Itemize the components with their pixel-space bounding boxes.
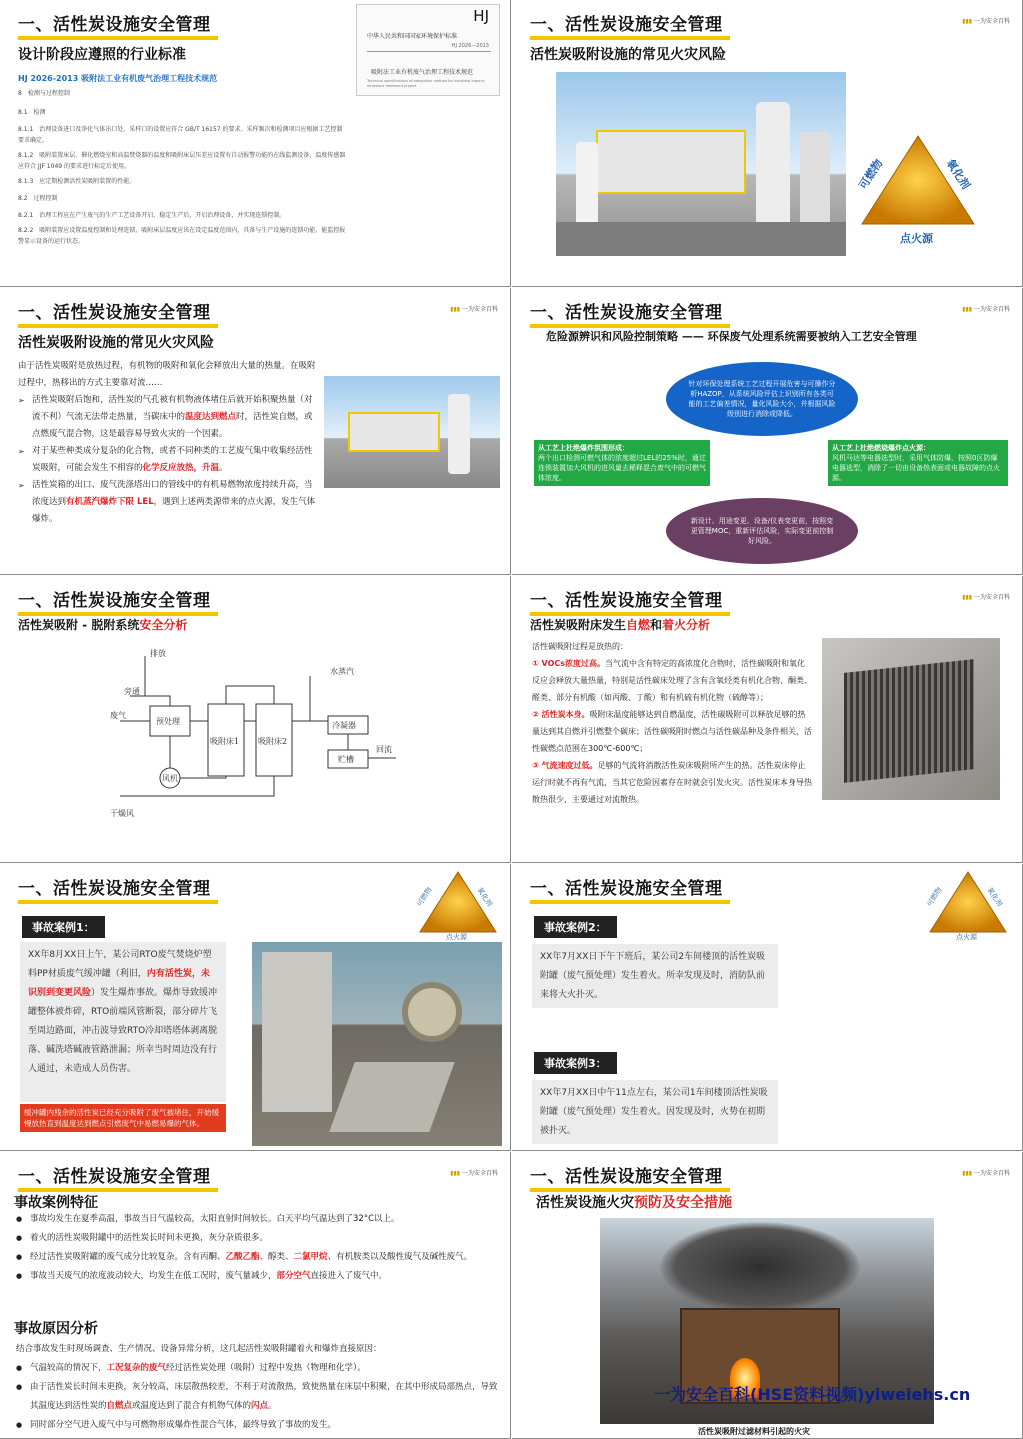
- logo-text: 一为安全百科: [973, 18, 1010, 25]
- risk-list: [18, 392, 318, 528]
- excerpt-line: 8.2.2 吸附装置应设置温度控制和处理连锁，吸附床层温度应该在设定温度范围内，具备与生产设施的连锁功能，能监控报警显示设备的运行状态。: [18, 227, 346, 245]
- scrubber-tower: [448, 394, 470, 474]
- cover-title: 吸附法工业有机废气治理工程技术规范: [371, 69, 474, 76]
- title-underline: [18, 36, 218, 40]
- plant-photo: [324, 376, 500, 488]
- case-tag: 事故案例1：: [22, 916, 105, 938]
- brand-logo: ▮▮▮ 一为安全百科: [962, 18, 1010, 25]
- triangle-fuel-label: 可燃物: [415, 886, 434, 908]
- feature-item: ● 着火的活性炭吸附罐中的活性炭长时间未更换，灰分杂质很多。: [16, 1229, 500, 1248]
- cause-analysis: [16, 1340, 500, 1435]
- box-heading: 从工艺上杜绝爆炸氛围形成：: [538, 444, 629, 452]
- slide-title: 一、活性炭设施安全管理: [18, 591, 211, 611]
- label-waste-gas: 废气: [110, 711, 126, 720]
- slide-3: [0, 288, 511, 575]
- box-text: 风机马达等电器选型时，采用气体防爆，按照0区防爆电器选型，消除了一切由设备热表面或电器故障的点火源。: [832, 454, 1000, 482]
- label-condenser: 冷凝器: [332, 721, 356, 730]
- photo-caption: 活性炭吸附过滤材料引起的火灾: [698, 1427, 810, 1436]
- slide-title: 一、活性炭设施安全管理: [530, 879, 723, 899]
- slide-subtitle: 设计阶段应遵照的行业标准: [18, 47, 186, 63]
- logo-text: 一为安全百科: [973, 594, 1010, 601]
- slide-6: [512, 576, 1023, 863]
- triangle-ignition-label: 点火源: [956, 933, 977, 941]
- slide-8: [512, 864, 1023, 1151]
- label-tank: 贮槽: [338, 755, 354, 764]
- slide-title: 一、活性炭设施安全管理: [18, 879, 211, 899]
- cause-item: ● 气温较高的情况下，工况复杂的废气经过活性炭处理（吸附）过程中发热（物理和化学）。: [16, 1359, 500, 1378]
- logo-text: 一为安全百科: [973, 1170, 1010, 1177]
- triangle-oxidizer-label: 氧化剂: [943, 156, 973, 192]
- slide-2: [512, 0, 1023, 287]
- intro-paragraph: 由于活性炭吸附是放热过程，有机物的吸附和氧化会释放出大量的热量。在吸附过程中，热移出的方式主要靠对流……: [18, 361, 316, 388]
- case-description: XX年7月XX日下午下班后，某公司2车间楼顶的活性炭吸附罐（废气预处理）发生着火。所幸发现及时，消防队前来将大火扑灭。: [532, 944, 778, 1008]
- excerpt-line: 8.1.2 吸附装置床层、催化燃烧室和高温焚烧器的温度和吸附床层压差应设置有自动报警功能的在线监测设备，温度传感器应符合 JJF 1049 的要求进行标定后使用。: [18, 152, 346, 170]
- standard-excerpt: [18, 88, 348, 247]
- risk-item: ➢ 对于某些种类成分复杂的化合物，或者不同种类的工艺废气集中收集经活性炭吸附，可能会发生不相容的化学反应放热，升温。: [18, 443, 318, 477]
- explosion-prevention-box: [534, 440, 710, 486]
- slide-9: [0, 1152, 511, 1439]
- site-watermark: 一为安全百科(HSE资料视频)yiweiehs.cn: [654, 1385, 971, 1404]
- cover-hj: HJ: [473, 7, 489, 25]
- smoke-plume: [660, 1222, 860, 1312]
- cause-item: ● 同时部分空气进入废气中与可燃物形成爆炸性混合气体，最终导致了事故的发生。: [16, 1416, 500, 1435]
- logo-text: 一为安全百科: [461, 1170, 498, 1177]
- label-bed2: 吸附床2: [258, 737, 288, 746]
- brand-logo: ▮▮▮ 一为安全百科: [962, 594, 1010, 601]
- triangle-fuel-label: 可燃物: [925, 886, 944, 908]
- slide-title: 一、活性炭设施安全管理: [530, 591, 723, 611]
- case-tag: 事故案例2：: [534, 916, 617, 938]
- triangle-oxidizer-label: 氧化剂: [475, 886, 494, 908]
- triangle-ignition-label: 点火源: [446, 933, 467, 941]
- cover-en-title: Technical specifications of adsorption method for industrial organic emissions treatment project: [367, 79, 485, 88]
- title-underline: [18, 900, 218, 904]
- risk-item: ➢ 活性炭吸附后饱和，活性炭的气孔被有机物液体堵住后就开始积聚热量（对流不利）气流无法带走热量，当碳床中的温度达到燃点时，活性炭自燃，或点燃废气混合物，这是最容易导致火灾的一个因素。: [18, 392, 318, 443]
- excerpt-line: 8.2.1 治理工程应在产生废气的生产工艺设备开启、稳定生产后，开启治理设备，并实现连锁控制。: [18, 212, 286, 219]
- slide-subtitle: 活性炭吸附 - 脱附系统安全分析: [18, 618, 188, 632]
- case-description: XX年8月XX日上午，某公司RTO废气焚烧炉塑料PP材质废气缓冲罐（利旧，内有活性炭，未识别到变更风险）发生爆炸事故。爆炸导致缓冲罐整体被炸碎，RTO前端风管断裂，部分碎片飞至周边路面，冲击波导致RTO冷却塔塔体剥离脱落、碱洗塔碱液管路泄漏；所幸当时周边没有行人通过，未造成人员伤害。: [20, 942, 226, 1102]
- cause-intro: 结合事故发生时现场调查、生产情况、设备异常分析，这几起活性炭吸附罐着火和爆炸直接原因：: [16, 1344, 382, 1354]
- cover-code: HJ 2026—2013: [451, 43, 489, 49]
- logo-text: 一为安全百科: [973, 306, 1010, 313]
- explosion-scene-photo: [252, 942, 502, 1146]
- fan-housing: [402, 982, 462, 1042]
- cause-item: ● 由于活性炭长时间未更换，灰分较高，床层散热较差，不利于对流散热，致使热量在床层中积聚，在其中形成局部热点，导致其温度达到活性炭的自燃点或温度达到了混合有机物气体的闪点。: [16, 1378, 500, 1416]
- features-list: [16, 1210, 500, 1286]
- case-tag: 事故案例3：: [534, 1052, 617, 1074]
- moc-ellipse: 新设计、用途变更、设备/仪表变更前，按照变更管理MOC，重新评估风险，实际变更前控制好风险。: [666, 498, 858, 564]
- analysis-intro: 活性碳吸附过程是放热的：: [532, 642, 628, 651]
- slide-7: [0, 864, 511, 1151]
- excerpt-line: 8.1.1 治理设备进口及净化气体出口处，采样口的设置应符合 GB/T 16157 的要求。采样频次和检测项目应根据工艺控制要求确定。: [18, 126, 343, 144]
- slide-title: 一、活性炭设施安全管理: [530, 1167, 723, 1187]
- standard-name: HJ 2026-2013 吸附法工业有机废气治理工程技术规范: [18, 74, 218, 83]
- section-heading: 事故原因分析: [14, 1321, 98, 1337]
- cause-list: [16, 1359, 500, 1435]
- label-fan: 风机: [162, 774, 178, 783]
- burnt-bed-photo: [822, 638, 1000, 800]
- label-recycle: 回流: [376, 745, 392, 754]
- box-text: 两个出口检测可燃气体的浓度超过LEL的25%时，通过连锁装置加大风机的进风量去稀释混合废气中的可燃气体浓度。: [538, 454, 706, 482]
- risk-item: ➢ 活性炭箱的出口、废气洗涤塔出口的管线中的有机易燃物浓度持续升高，当浓度达到有机蒸汽爆炸下限 LEL，遇到上述两类源带来的点火源，发生气体爆炸。: [18, 477, 318, 528]
- logo-text: 一为安全百科: [461, 306, 498, 313]
- slide-5: [0, 576, 511, 863]
- slide-title: 一、活性炭设施安全管理: [530, 15, 723, 35]
- label-bypass: 旁通: [124, 687, 140, 696]
- slide-subtitle: 活性炭吸附设施的常见火灾风险: [18, 335, 214, 351]
- triangle-ignition-label: 点火源: [900, 232, 933, 245]
- case-description: XX年7月XX日中午11点左右，某公司1车间楼顶活性炭吸附罐（废气预处理）发生着火。因发现及时，火势在初期被扑灭。: [532, 1080, 778, 1144]
- slide-subtitle: 活性炭吸附设施的常见火灾风险: [530, 47, 726, 63]
- slide-1: [0, 0, 511, 287]
- slide-title: 一、活性炭设施安全管理: [530, 303, 723, 323]
- slide-title: 一、活性炭设施安全管理: [18, 15, 211, 35]
- rooftop: [556, 222, 846, 256]
- hazop-ellipse: 针对环保处理系统工艺过程开展危害与可操作分析HAZOP，从系统风险评估上识别所有各类可能的工艺偏差情况，量化风险大小，并根据风险级别进行消除或降低。: [666, 362, 858, 436]
- analysis-point: ① VOCs浓度过高。当气流中含有特定的高浓度化合物时，活性碳吸附和氧化反应会释放大量热量，特别是活性碳床处理了含有含氧烃类有机化合物、酮类、醛类、部分有机酸（如丙酸、丁酸）和有机硫有机化物（硫醇等）；: [532, 659, 812, 702]
- title-underline: [530, 900, 730, 904]
- brand-logo: ▮▮▮ 一为安全百科: [962, 1170, 1010, 1177]
- excerpt-line: 8.2 过程控制: [18, 195, 58, 202]
- control-cabinet: [800, 132, 830, 232]
- ignition-prevention-box: [828, 440, 1008, 486]
- label-dry-air: 干燥风: [110, 809, 134, 818]
- brand-logo: ▮▮▮ 一为安全百科: [450, 1170, 498, 1177]
- slide-subtitle: 活性炭设施火灾预防及安全措施: [536, 1195, 732, 1211]
- fire-triangle: [416, 868, 500, 942]
- feature-item: ● 事故当天废气的浓度波动较大，均发生在低工况时，废气量减少，部分空气直接进入了废气中。: [16, 1267, 500, 1286]
- duct-column: [576, 142, 598, 232]
- feature-item: ● 经过活性炭吸附罐的废气成分比较复杂。含有丙酮、乙酸乙酯、醇类、二氯甲烷、有机胺类以及酸性废气及碱性废气。: [16, 1248, 500, 1267]
- excerpt-line: 8.1.3 应定期检测活性炭吸附装置的性能。: [18, 178, 136, 185]
- brand-logo: ▮▮▮ 一为安全百科: [962, 306, 1010, 313]
- debris: [329, 1062, 454, 1132]
- title-underline: [530, 36, 730, 40]
- equipment-frame: [348, 412, 440, 452]
- excerpt-line: 8 检测与过程控制: [18, 90, 70, 97]
- slide-subtitle: 危险源辨识和风险控制策略 —— 环保废气处理系统需要被纳入工艺安全管理: [546, 330, 917, 343]
- cover-org: 中华人民共和国国家环境保护标准: [367, 33, 458, 40]
- ignition-analysis-text: [532, 638, 812, 808]
- process-diagram: [100, 646, 400, 826]
- label-steam: 水蒸汽: [330, 667, 354, 676]
- triangle-oxidizer-label: 氧化剂: [985, 886, 1004, 908]
- label-bed1: 吸附床1: [210, 737, 240, 746]
- standard-cover: [356, 4, 500, 96]
- slide-title: 一、活性炭设施安全管理: [18, 1167, 211, 1187]
- fire-triangle: [926, 868, 1010, 942]
- excerpt-line: 8.1 检测: [18, 109, 46, 116]
- feature-item: ● 事故均发生在夏季高温，事故当日气温较高，太阳直射时间较长。白天平均气温达到了32°C以上。: [16, 1210, 500, 1229]
- brand-logo: ▮▮▮ 一为安全百科: [450, 306, 498, 313]
- label-exhaust: 排放: [150, 649, 166, 658]
- cause-note: 缓冲罐内残余的活性炭已经充分吸附了废气被堵住，开始缓慢放热直到温度达到燃点引燃废气中易燃易爆的气体。: [20, 1104, 226, 1132]
- box-heading: 从工艺上杜绝燃烧爆炸点火源：: [832, 444, 930, 452]
- slide-subtitle: 活性炭吸附床发生自燃和着火分析: [530, 618, 711, 632]
- fire-triangle: [856, 132, 978, 245]
- analysis-point: ③ 气流速度过低。足够的气流将消散活性炭床吸附所产生的热。活性炭床停止运行时就不再有气流，当其它危险因素存在时就会引发火灾。活性炭床本身导热散热很少，主要通过对流散热。: [532, 761, 812, 804]
- slide-4: [512, 288, 1023, 575]
- title-underline: [18, 324, 218, 328]
- scrubber-tower: [756, 102, 790, 232]
- plant-photo: [556, 72, 846, 256]
- equipment-frame: [596, 130, 746, 194]
- analysis-point: ② 活性炭本身。吸附床温度能够达到自燃温度，活性碳吸附可以释放足够的热量达到其自燃并引燃整个碳床；活性碳吸附时燃点与活性碳品种及条件相关，活性碳燃点范围在300℃-600℃；: [532, 710, 812, 753]
- charred-honeycomb: [844, 659, 974, 783]
- section-heading: 事故案例特征: [14, 1195, 98, 1211]
- triangle-fuel-label: 可燃物: [856, 156, 886, 192]
- risk-text: [18, 358, 318, 528]
- label-pretreat: 预处理: [156, 717, 180, 726]
- cover-rule: [367, 51, 491, 52]
- slide-title: 一、活性炭设施安全管理: [18, 303, 211, 323]
- tower-structure: [262, 952, 332, 1112]
